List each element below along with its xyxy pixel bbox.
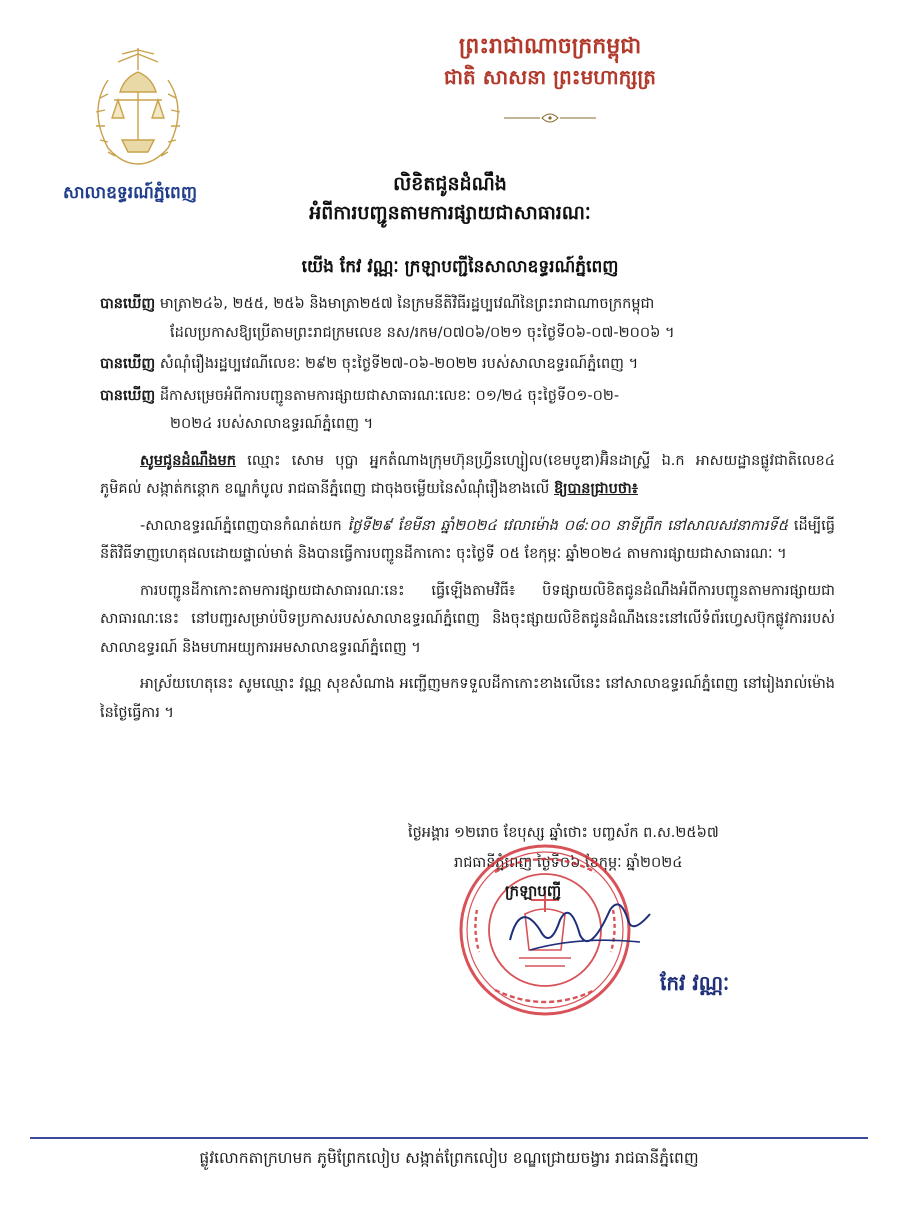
method-paragraph: ការបញ្ជូនដីកាកោះតាមការផ្សាយជាសាធារណៈនេះ ធ្វើឡើងតាមវិធី៖ បិទផ្សាយលិខិតជូនដំណឹងអំពីការបញ្ជូនតាមការផ្សាយជាសាធារណៈនេះ នៅបញ្ជរសម្រាប់បិទប្រកាសរបស់សាលាឧទ្ធរណ៍ភ្នំពេញ និងចុះផ្សាយលិខិតជូនដំណឹងនេះនៅលើទំព័រហ្វេសប៊ុកផ្លូវការរបស់ សាលាឧទ្ធរណ៍ និងមហាអយ្យការអមសាលាឧទ្ធរណ៍ភ្នំពេញ ។ [100, 582, 835, 656]
notice-body: ឈ្មោះ សោម បុប្ផា អ្នកតំណាងក្រុមហ៊ុនហ្វ្រីនហ្សៀល(ខេមបូឌា)អ៊ិនដាស្ទ្រី ឯ.ក អាសយដ្ឋានផ្លូវជាតិលេខ៤ ភូមិគល់ សង្កាត់កន្តោក ខណ្ឌកំបូល រាជធានីភ្នំពេញ ជាចុងចម្លើយនៃសំណុំរឿងខាងលើ [100, 452, 835, 497]
clause-cont: ដែលប្រកាសឱ្យប្រើតាមព្រះរាជក្រមលេខ នស/រកម/០៧០៦/០២១ ចុះថ្ងៃទី០៦-០៧-២០០៦ ។ [170, 324, 675, 341]
footer-address: ផ្លូវលោកតាក្រហមក ភូមិព្រែកលៀប សង្កាត់ព្រែកលៀប ខណ្ឌជ្រោយចង្វារ រាជធានីភ្នំពេញ [199, 1149, 699, 1167]
ornament-divider-icon [500, 108, 600, 128]
clause-text: ដីកាសម្រេចអំពីការបញ្ជូនតាមការផ្សាយជាសាធារណៈលេខៈ ០១/២៤ ចុះថ្ងៃទី០១-០២- [155, 387, 620, 404]
solar-date: រាជធានីភ្នំពេញ ថ្ងៃទី០៦ ខែកុម្ភៈ ឆ្នាំ២០២៤ [454, 855, 683, 871]
clause-3 [100, 382, 835, 439]
signer-name: កែវ វណ្ណៈ [660, 971, 730, 995]
title-line1: លិខិតជូនដំណឹង [393, 173, 507, 195]
court-emblem-icon [78, 40, 198, 180]
letter-body [100, 290, 835, 727]
clause-1 [100, 290, 835, 347]
kingdom-line2: ជាតិ សាសនា ព្រះមហាក្សត្រ [444, 64, 656, 89]
document-subject: យើង កែវ វណ្ណៈ ក្រឡាបញ្ជីនៃសាលាឧទ្ធរណ៍ភ្នំពេញ [301, 257, 619, 277]
clause-label: បានឃើញ [100, 387, 156, 404]
notice-lead: សូមជូនដំណឹងមក [140, 452, 236, 469]
signer-title: ក្រឡាបញ្ជី [505, 882, 562, 900]
hearing-a: -សាលាឧទ្ធរណ៍ភ្នំពេញបានកំណត់យក [140, 517, 348, 534]
hearing-paragraph [100, 512, 835, 569]
clause-cont: ២០២៤ របស់សាលាឧទ្ធរណ៍ភ្នំពេញ ។ [170, 416, 374, 432]
hearing-date: ថ្ងៃទី២៩ ខែមីនា ឆ្នាំ២០២៤ វេលាម៉ោង ០៨:០០ នាទីព្រឹក នៅសាលសវនាការទី៥ [347, 517, 788, 534]
kingdom-motto [380, 32, 720, 91]
notice-tail: ឱ្យបានជ្រាបថា៖ [553, 481, 638, 497]
footer-divider [30, 1137, 868, 1139]
clause-text: សំណុំរឿងរដ្ឋប្បវេណីលេខៈ ២៩២ ចុះថ្ងៃទី២៧-០៦-២០២២ របស់សាលាឧទ្ធរណ៍ភ្នំពេញ ។ [155, 356, 639, 372]
lunar-date: ថ្ងៃអង្គារ ១២រោច ខែបុស្ស ឆ្នាំថោះ បញ្ចស័ក ព.ស.២៥៦៧ [408, 825, 719, 841]
clause-label: បានឃើញ [100, 356, 156, 372]
signature-icon [500, 880, 660, 970]
clause-label: បានឃើញ [100, 296, 156, 312]
conclusion-paragraph: អាស្រ័យហេតុនេះ សូមឈ្មោះ វណ្ណ សុខសំណាង អញ្ជើញមកទទួលដីកាកោះខាងលើនេះ នៅសាលាឧទ្ធរណ៍ភ្នំពេញ នៅរៀងរាល់ម៉ោងនៃថ្ងៃធ្វើការ ។ [100, 676, 835, 721]
kingdom-line1: ព្រះរាជាណាចក្រកម្ពុជា [458, 34, 642, 59]
hearing-c: ដើម្បីធ្វើនីតិវិធីទាញហេតុផលដោយផ្ទាល់មាត់ និងបានធ្វើការបញ្ជូនដីកាកោះ ចុះថ្ងៃទី ០៥ ខែកុម្ភៈ ឆ្នាំ២០២៤ តាមការផ្សាយជាសាធារណៈ ។ [100, 517, 835, 562]
org-name: សាលាឧទ្ធរណ៍ភ្នំពេញ [62, 183, 198, 203]
title-line2: អំពីការបញ្ជូនតាមការផ្សាយជាសាធារណៈ [309, 202, 591, 225]
clause-text: មាត្រា២៤៦, ២៥៥, ២៥៦ និងមាត្រា២៥៧ នៃក្រមនីតិវិធីរដ្ឋប្បវេណីនៃព្រះរាជាណាចក្រកម្ពុជា [155, 296, 655, 312]
clause-2 [100, 350, 835, 379]
notice-paragraph [100, 447, 835, 504]
document-title [240, 170, 660, 229]
